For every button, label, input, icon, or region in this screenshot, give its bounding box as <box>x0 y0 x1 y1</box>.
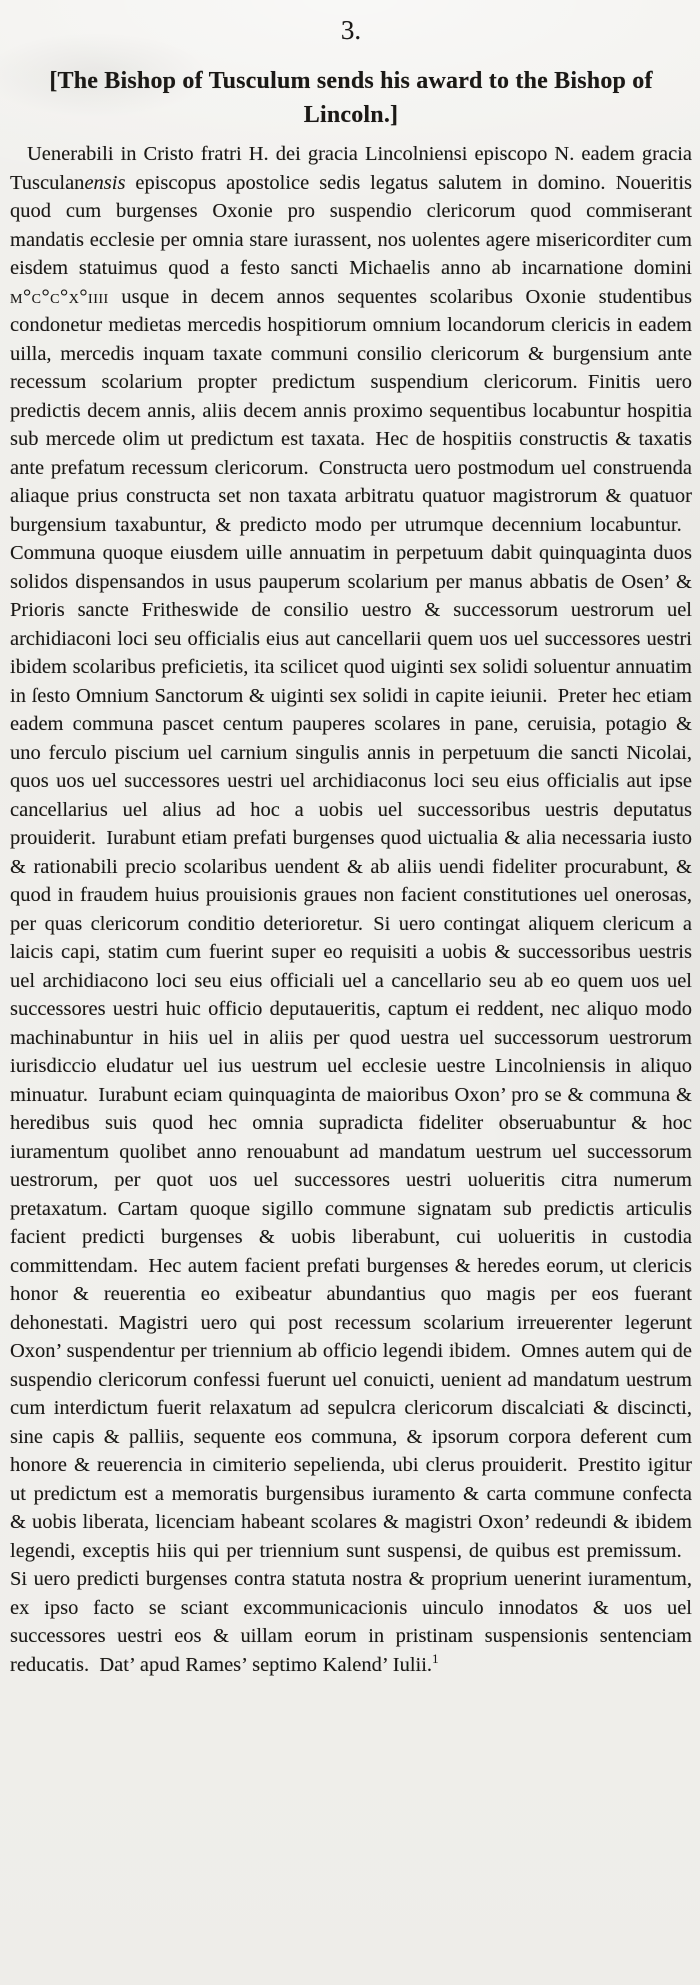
heading-line-2: Lincoln.] <box>303 102 399 128</box>
roman-numeral-year: m°c°c°x°iiii <box>10 285 109 308</box>
page-number: 3. <box>340 15 362 45</box>
heading-line-1: [The Bishop of Tusculum sends his award to the Bishop of <box>49 68 653 94</box>
document-body-paragraph <box>10 140 692 1679</box>
italic-ensis: ensis <box>84 171 126 194</box>
pre-date-text: episcopus apostolice sedis legatus salutem in domino. Noueritis quod cum burgenses Oxonie pro suspendio clericorum quod commiserant mandatis ecclesie per omnia stare iurassent, nos uolentes agere misericorditer cum eisdem statuimus quod a festo sancti Michaelis anno ab incarnatione domini <box>10 171 692 279</box>
opening-text: Uenerabili in Cristo fratri H. dei gracia Lincolniensi episcopo N. eadem gracia Tusculan <box>10 143 692 194</box>
footnote-reference: 1 <box>432 1651 439 1666</box>
document-heading <box>10 64 692 132</box>
main-text: usque in decem annos sequentes scolaribus Oxonie studentibus condonetur medietas mercedis hospitiorum omnium locandorum clericis in eadem uilla, mercedis inquam taxate communi consilio clericorum & burgensium ante recessum scolarium propter predictum suspendium clericorum. Finitis uero predictis decem annis, aliis decem annis proximo sequentibus locabuntur hospitia sub mercede olim ut predictum est taxata. Hec de hospitiis constructis & taxatis ante prefatum recessum clericorum. Constructa uero postmodum uel construenda aliaque prius constructa set non taxata arbitratu quatuor magistrorum & quatuor burgensium taxabuntur, & predicto modo per utrumque decennium locabuntur. Communa quoque eiusdem uille annuatim in perpetuum dabit quinquaginta duos solidos dispensandos in usus pauperum scolarium per manus abbatis de Osen’ & Prioris sancte Fritheswide de consilio uestro & successorum uestrorum uel archidiaconi loci seu officialis eius aut cancellarii quem uos uel successores uestri ibidem scolaribus preficietis, ita scilicet quod uiginti sex solidi soluentur annuatim in ſesto Omnium Sanctorum & uiginti sex solidi in capite ieiunii. Preter hec etiam eadem communa pascet centum pauperes scolares in pane, ceruisia, potagio & uno ferculo piscium uel carnium singulis annis in perpetuum die sancti Nicolai, quos uos uel successores uestri uel archidiaconus loci seu eius officialis aut ipse cancellarius uel alius ad hoc a uobis uel successoribus uestris deputatus prouiderit. Iurabunt etiam prefati burgenses quod uictualia & alia necessaria iusto & rationabili precio scolaribus uendent & ab aliis uendi fideliter procurabunt, & quod in fraudem huius prouisionis graues non facient constitutiones uel onerosas, per quas clericorum conditio deterioretur. Si uero contingat aliquem clericum a laicis capi, statim cum fuerint super eo requisiti a uobis & successoribus uestris uel archidiacono loci seu eius officiali uel a cancellario seu ab eo quem uos uel successores uestri huic officio deputaueritis, captum ei reddent, nec aliquo modo machinabuntur in hiis uel in aliis per quod uestra uel successorum uestrorum iurisdiccio eludatur uel ius uestrum uel ecclesie uestre Lincolniensis in aliquo minuatur. Iurabunt eciam quinquaginta de maioribus Oxon’ pro se & communa & heredibus suis quod hec omnia supradicta fideliter obseruabuntur & hoc iuramentum quolibet anno renouabunt ad mandatum uestrum uel successorum uestrorum, per quot uos uel successores uestri uolueritis citra numerum pretaxatum. Cartam quoque sigillo commune signatam sub predictis articulis facient predicti burgenses & uobis liberabunt, cui uolueritis in custodia committendam. Hec autem facient prefati burgenses & heredes eorum, ut clericis honor & reuerentia eo exibeatur abundantius quo magis per eos fuerant dehonestati. Magistri uero qui post recessum scolarium irreuerenter legerunt Oxon’ suspendentur per triennium ab officio legendi ibidem. Omnes autem qui de suspendio clericorum confessi fuerunt uel conuicti, uenient ad mandatum uestrum cum interdictum fuerit relaxatum ad sepulcra clericorum discalciati & discincti, sine capis & palliis, sequente eos communa, & ipsorum corpora deferent cum honore & reuerencia in cimiterio sepelienda, ubi clerus prouiderit. Prestito igitur ut predictum est a memoratis burgensibus iuramento & carta commune confecta & uobis liberata, licenciam habeant scolares & magistri Oxon’ redeundi & ibidem legendi, exceptis hiis qui per triennium sunt suspensi, de quibus est premissum. Si uero predicti burgenses contra statuta nostra & proprium uenerint iuramentum, ex ipso facto se sciant excommunicacionis uinculo innodatos & uos uel successores uestri eos & uillam eorum in pristinam suspensionis sentenciam reducatis. Dat’ apud Rames’ septimo Kalend’ Iulii. <box>10 285 692 1676</box>
